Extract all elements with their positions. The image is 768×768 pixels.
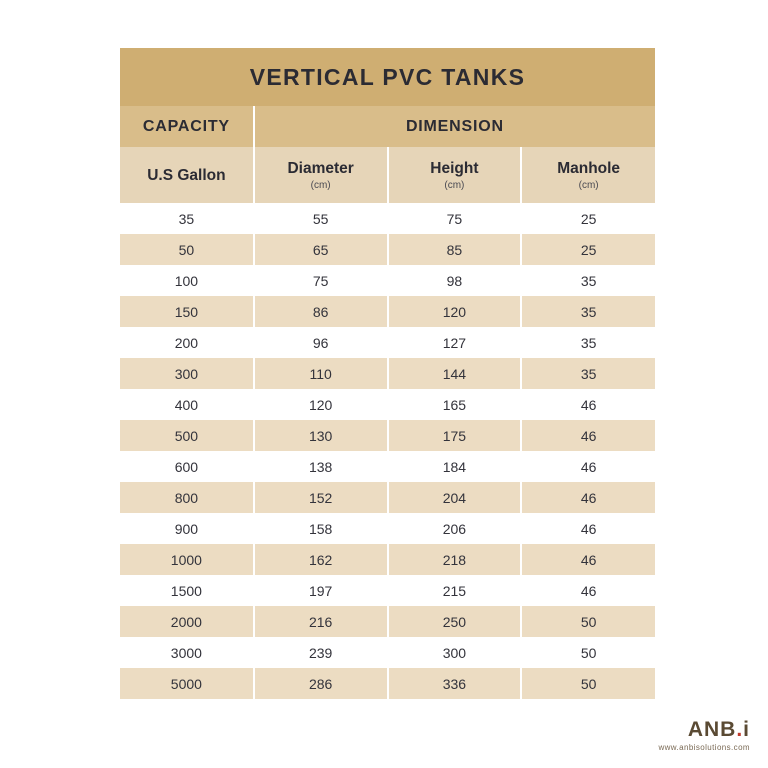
table-cell: 110 <box>254 358 388 389</box>
table-cell: 204 <box>388 482 522 513</box>
table-cell: 158 <box>254 513 388 544</box>
spec-table-container <box>120 48 655 699</box>
table-row <box>120 575 655 606</box>
table-cell: 600 <box>120 451 254 482</box>
table-cell: 138 <box>254 451 388 482</box>
table-cell: 500 <box>120 420 254 451</box>
table-cell: 800 <box>120 482 254 513</box>
table-cell: 300 <box>120 358 254 389</box>
table-cell: 50 <box>521 606 655 637</box>
table-row <box>120 606 655 637</box>
table-row <box>120 358 655 389</box>
table-cell: 206 <box>388 513 522 544</box>
table-header <box>120 48 655 203</box>
table-cell: 46 <box>521 451 655 482</box>
table-cell: 144 <box>388 358 522 389</box>
table-cell: 46 <box>521 575 655 606</box>
table-cell: 127 <box>388 327 522 358</box>
group-header-dimension: DIMENSION <box>254 106 655 147</box>
table-cell: 250 <box>388 606 522 637</box>
table-cell: 1000 <box>120 544 254 575</box>
column-header-row <box>120 147 655 203</box>
group-header-row <box>120 106 655 147</box>
table-cell: 5000 <box>120 668 254 699</box>
table-cell: 46 <box>521 544 655 575</box>
table-cell: 130 <box>254 420 388 451</box>
table-cell: 46 <box>521 513 655 544</box>
table-cell: 65 <box>254 234 388 265</box>
table-cell: 85 <box>388 234 522 265</box>
table-cell: 162 <box>254 544 388 575</box>
table-row <box>120 668 655 699</box>
table-row <box>120 420 655 451</box>
table-cell: 50 <box>521 668 655 699</box>
table-row <box>120 265 655 296</box>
table-cell: 35 <box>521 358 655 389</box>
title-row <box>120 48 655 106</box>
brand-name <box>658 719 750 740</box>
table-cell: 86 <box>254 296 388 327</box>
column-header-unit: (cm) <box>444 180 465 192</box>
table-cell: 150 <box>120 296 254 327</box>
brand-name-dot: . <box>736 718 744 741</box>
column-header-unit: (cm) <box>578 180 599 192</box>
table-cell: 239 <box>254 637 388 668</box>
table-cell: 184 <box>388 451 522 482</box>
table-cell: 46 <box>521 420 655 451</box>
table-cell: 165 <box>388 389 522 420</box>
table-cell: 286 <box>254 668 388 699</box>
table-cell: 2000 <box>120 606 254 637</box>
table-row <box>120 513 655 544</box>
table-cell: 218 <box>388 544 522 575</box>
table-row <box>120 389 655 420</box>
column-header-height <box>388 147 522 203</box>
table-cell: 35 <box>521 296 655 327</box>
column-header-manhole <box>521 147 655 203</box>
table-row <box>120 451 655 482</box>
group-header-capacity: CAPACITY <box>120 106 254 147</box>
page-title: VERTICAL PVC TANKS <box>120 48 655 106</box>
brand-url: www.anbisolutions.com <box>658 743 750 752</box>
column-header-label: U.S Gallon <box>147 167 226 184</box>
table-cell: 200 <box>120 327 254 358</box>
table-cell: 55 <box>254 203 388 234</box>
column-header-label: Height <box>430 160 479 177</box>
table-cell: 400 <box>120 389 254 420</box>
table-cell: 900 <box>120 513 254 544</box>
table-cell: 25 <box>521 203 655 234</box>
table-cell: 96 <box>254 327 388 358</box>
table-cell: 50 <box>120 234 254 265</box>
table-row <box>120 482 655 513</box>
column-header-unit: (cm) <box>310 180 331 192</box>
table-cell: 25 <box>521 234 655 265</box>
brand-logo <box>658 719 750 752</box>
table-cell: 50 <box>521 637 655 668</box>
table-cell: 46 <box>521 389 655 420</box>
table-row <box>120 637 655 668</box>
table-cell: 98 <box>388 265 522 296</box>
table-cell: 75 <box>388 203 522 234</box>
table-cell: 35 <box>120 203 254 234</box>
table-cell: 46 <box>521 482 655 513</box>
table-row <box>120 234 655 265</box>
column-header-label: Manhole <box>557 160 621 177</box>
column-header-us-gallon <box>120 147 254 203</box>
spec-table <box>120 48 655 699</box>
table-cell: 197 <box>254 575 388 606</box>
table-cell: 216 <box>254 606 388 637</box>
brand-name-start: ANB <box>687 718 737 741</box>
table-cell: 35 <box>521 265 655 296</box>
table-cell: 175 <box>388 420 522 451</box>
table-cell: 300 <box>388 637 522 668</box>
column-header-diameter <box>254 147 388 203</box>
table-cell: 1500 <box>120 575 254 606</box>
table-cell: 3000 <box>120 637 254 668</box>
table-cell: 336 <box>388 668 522 699</box>
table-cell: 120 <box>254 389 388 420</box>
table-cell: 215 <box>388 575 522 606</box>
table-cell: 120 <box>388 296 522 327</box>
column-header-label: Diameter <box>287 160 354 177</box>
table-cell: 75 <box>254 265 388 296</box>
table-row <box>120 203 655 234</box>
brand-name-end: i <box>743 718 750 741</box>
table-row <box>120 327 655 358</box>
table-cell: 152 <box>254 482 388 513</box>
table-row <box>120 544 655 575</box>
table-row <box>120 296 655 327</box>
table-cell: 100 <box>120 265 254 296</box>
table-body <box>120 203 655 699</box>
table-cell: 35 <box>521 327 655 358</box>
